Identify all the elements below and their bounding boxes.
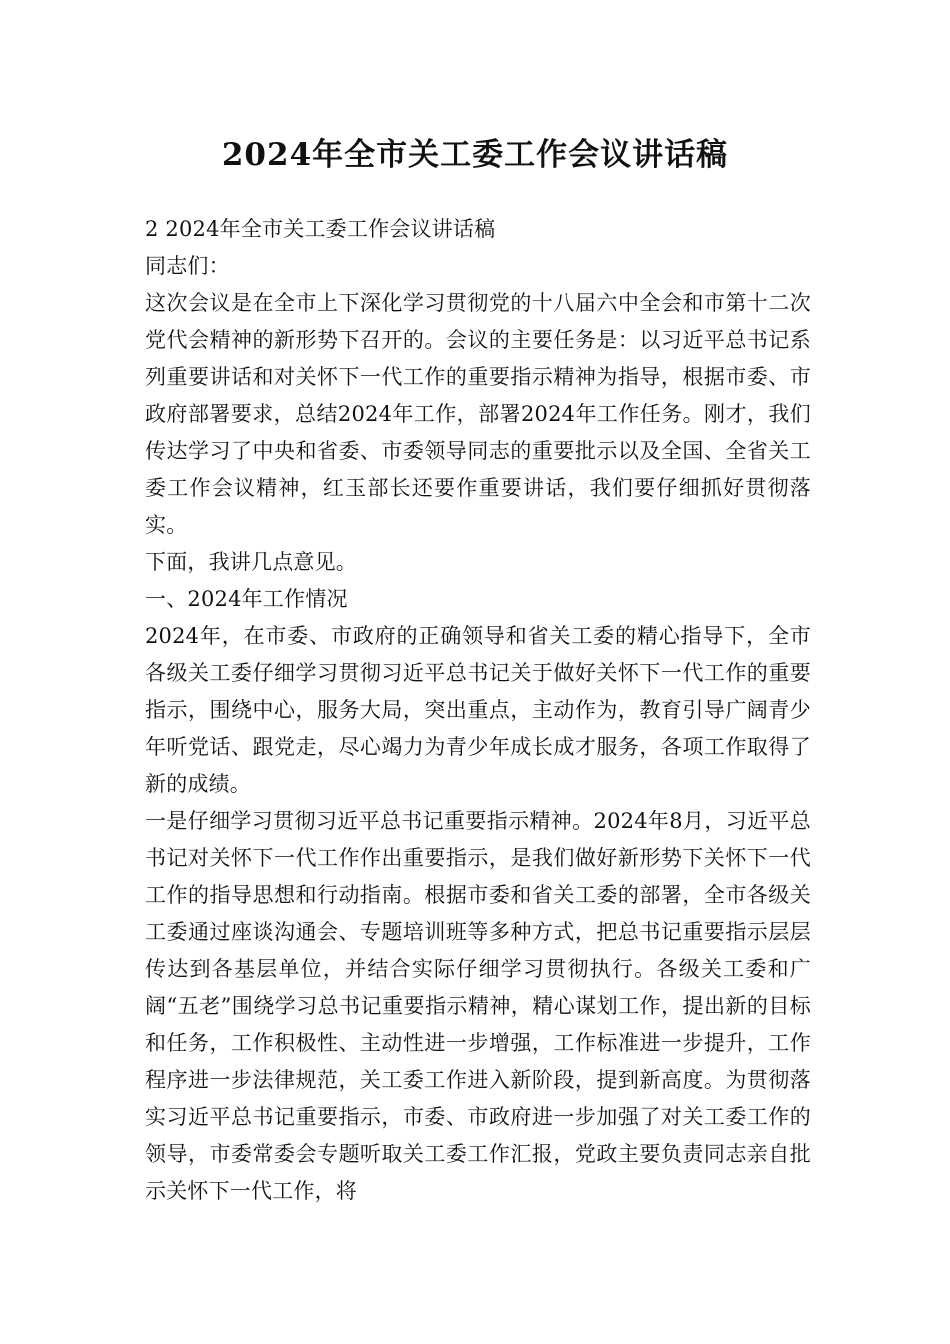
subtitle-line: 2 2024年全市关工委工作会议讲话稿 xyxy=(145,217,496,241)
salutation: 同志们： xyxy=(145,254,230,278)
paragraph: 下面，我讲几点意见。 xyxy=(145,550,357,574)
document-title: 2024年全市关工委工作会议讲话稿 xyxy=(221,137,729,173)
paragraph: 一是仔细学习贯彻习近平总书记重要指示精神。2024年8月，习近平总书记对关怀下一代工作作出重要指示，是我们做好新形势下关怀下一代工作的指导思想和行动指南。根据市委和省关工委的部署，全市各级关工委通过座谈沟通会、专题培训班等多种方式，把总书记重要指示层层传达到各基层单位，并结合实际仔细学习贯彻执行。各级关工委和广阔“五老”围绕学习总书记重要指示精神，精心谋划工作，提出新的目标和任务，工作积极性、主动性进一步增强，工作标准进一步提升，工作程序进一步法律规范，关工委工作进入新阶段，提到新高度。为贯彻落实习近平总书记重要指示，市委、市政府进一步加强了对关工委工作的领导，市委常委会专题听取关工委工作汇报，党政主要负责同志亲自批示关怀下一代工作，将 xyxy=(145,809,811,1203)
section-heading: 一、2024年工作情况 xyxy=(145,587,348,611)
paragraph: 2024年，在市委、市政府的正确领导和省关工委的精心指导下，全市各级关工委仔细学习贯彻习近平总书记关于做好关怀下一代工作的重要指示，围绕中心，服务大局，突出重点，主动作为，教育引导广阔青少年听党话、跟党走，尽心竭力为青少年成长成才服务，各项工作取得了新的成绩。 xyxy=(145,624,811,796)
paragraph: 这次会议是在全市上下深化学习贯彻党的十八届六中全会和市第十二次党代会精神的新形势下召开的。会议的主要任务是：以习近平总书记系列重要讲话和对关怀下一代工作的重要指示精神为指导，根据市委、市政府部署要求，总结2024年工作，部署2024年工作任务。刚才，我们传达学习了中央和省委、市委领导同志的重要批示以及全国、全省关工委工作会议精神，红玉部长还要作重要讲话，我们要仔细抓好贯彻落实。 xyxy=(145,291,811,537)
document-body xyxy=(145,211,811,1210)
